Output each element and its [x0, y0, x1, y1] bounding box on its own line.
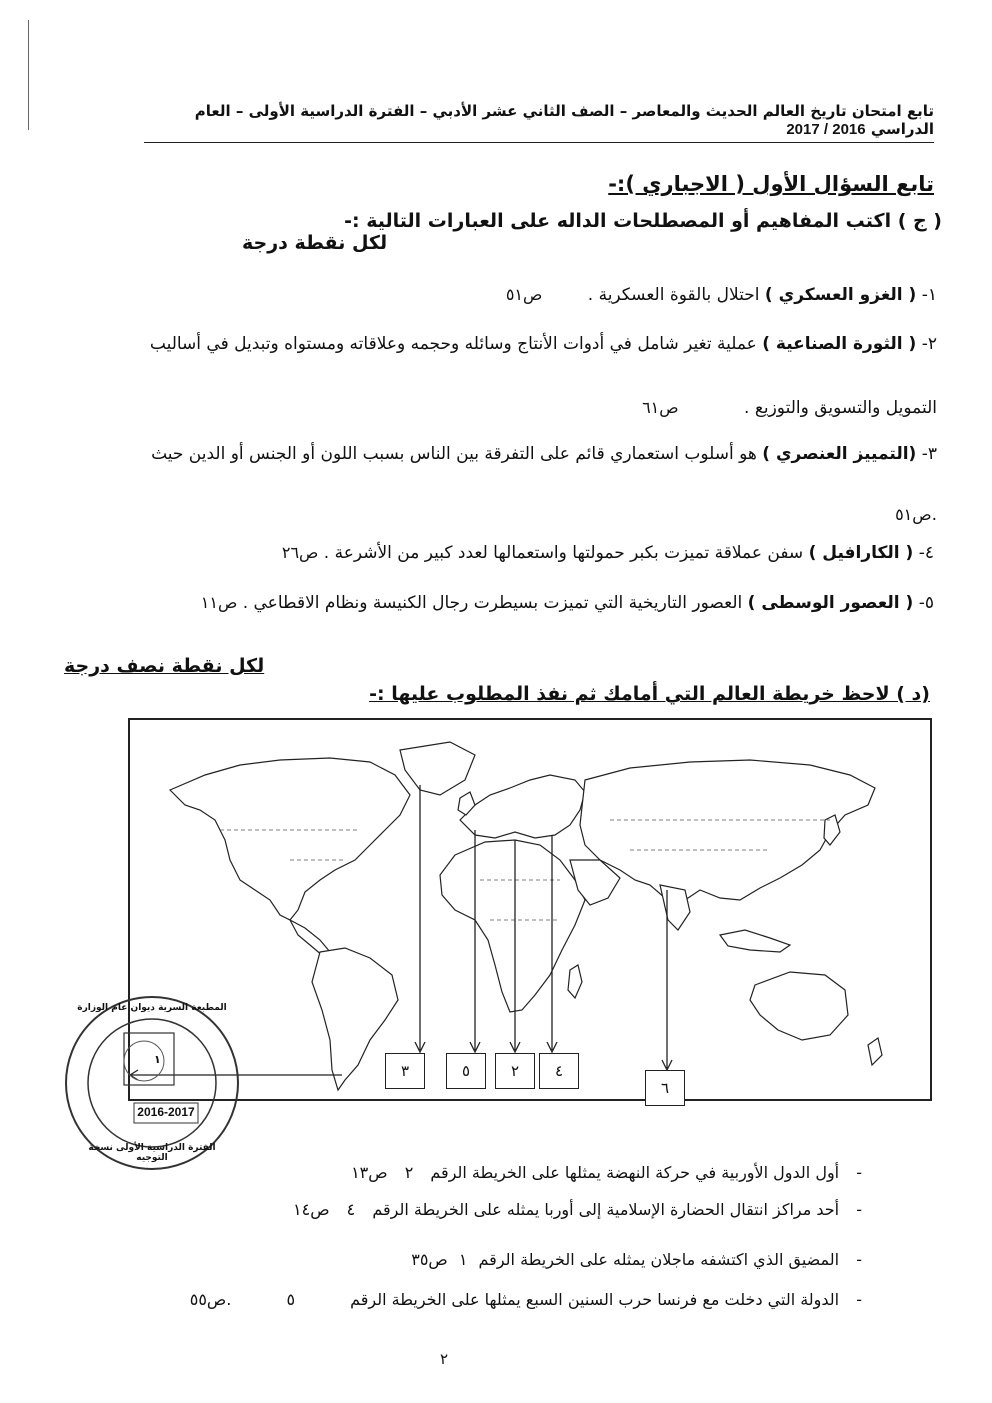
new-zealand-shape	[868, 1038, 882, 1065]
map-question-4	[190, 1290, 862, 1309]
australia-shape	[750, 972, 848, 1040]
item-term: ( الغزو العسكري )	[764, 285, 917, 305]
item-definition: احتلال بالقوة العسكرية .	[587, 285, 760, 305]
greenland-shape	[400, 742, 475, 795]
item-page: ص١١	[200, 593, 238, 612]
question-answer: ٥	[286, 1290, 296, 1309]
term-item-4	[114, 540, 934, 566]
map-box-6: ٦	[645, 1070, 685, 1106]
world-map-drawing	[130, 720, 930, 1099]
item-term: (التمييز العنصري )	[762, 444, 917, 464]
item-definition: سفن عملاقة تميزت بكبر حمولتها واستعمالها لعدد كبير من الأشرعة .	[323, 543, 804, 563]
item-definition: العصور التاريخية التي تميزت بسيطرت رجال الكنيسة ونظام الاقطاعي .	[242, 593, 743, 613]
item-number: ٣-	[921, 444, 937, 464]
item-term: ( الثورة الصناعية )	[762, 334, 917, 354]
item-definition-cont: .	[931, 505, 937, 525]
term-item-5	[114, 590, 934, 616]
north-america-shape	[170, 758, 410, 920]
madagascar-shape	[568, 965, 582, 998]
question-text: المضيق الذي اكتشفه ماجلان يمثله على الخريطة الرقم	[478, 1250, 840, 1269]
stamp-outer-text: المطبعة السرية ديوان عام الوزارة	[77, 1003, 227, 1013]
question-text: الدولة التي دخلت مع فرنسا حرب السنين السبع يمثلها على الخريطة الرقم	[350, 1290, 840, 1309]
bullet: -	[856, 1290, 862, 1309]
stamp-inner-number: ١	[154, 1053, 161, 1066]
question-answer: ٤	[346, 1200, 356, 1219]
section-title: تابع السؤال الأول ( الاجباري ):-	[608, 172, 934, 196]
header-year: 2016 / 2017	[786, 121, 866, 138]
part-d-instruction: (د ) لاحظ خريطة العالم التي أمامك ثم نفذ المطلوب عليها :-	[369, 683, 930, 705]
map-question-2	[293, 1200, 862, 1219]
map-box-5: ٥	[446, 1053, 486, 1089]
question-answer: ٢	[404, 1163, 414, 1182]
indonesia-shape	[720, 930, 790, 952]
margin-line	[28, 20, 29, 130]
question-page: .ص٥٥	[189, 1290, 232, 1309]
part-c-points: لكل نقطة درجة	[242, 232, 388, 254]
map-box-4: ٤	[539, 1053, 579, 1089]
item-number: ٢-	[921, 334, 937, 354]
item-page: ص٥١	[505, 285, 543, 304]
term-item-3-cont	[57, 502, 937, 528]
item-term: ( الكارافيل )	[808, 543, 914, 563]
africa-shape	[440, 840, 585, 1012]
question-page: ص٣٥	[411, 1250, 448, 1269]
question-page: ص١٣	[351, 1163, 388, 1182]
question-answer: ١	[458, 1250, 468, 1269]
term-item-2	[57, 331, 937, 357]
europe-shape	[460, 775, 585, 838]
part-c-instruction: ( ج ) اكتب المفاهيم أو المصطلحات الداله على العبارات التالية :-	[344, 210, 942, 232]
world-map	[128, 718, 932, 1101]
bullet: -	[856, 1200, 862, 1219]
map-box-2: ٢	[495, 1053, 535, 1089]
item-number: ٤-	[918, 543, 934, 563]
item-definition: هو أسلوب استعماري قائم على التفرقة بين الناس بسبب اللون أو الجنس أو الدين حيث	[151, 444, 757, 464]
bullet: -	[856, 1163, 862, 1182]
item-number: ١-	[921, 285, 937, 305]
map-question-1	[351, 1163, 862, 1182]
question-text: أحد مراكز انتقال الحضارة الإسلامية إلى أوربا يمثله على الخريطة الرقم	[372, 1200, 840, 1219]
item-page: ص٢٦	[281, 543, 319, 562]
term-item-1	[57, 282, 937, 308]
item-page: ص٦١	[642, 398, 679, 417]
item-number: ٥-	[918, 593, 934, 613]
central-america-shape	[290, 920, 330, 956]
india-shape	[660, 885, 690, 930]
item-page: ص٥١	[895, 505, 932, 524]
arrow-3	[415, 785, 425, 1052]
official-stamp	[62, 993, 242, 1173]
item-definition: عملية تغير شامل في أدوات الأنتاج وسائله وحجمه وعلاقاته ومستواه وتبديل في أساليب	[149, 334, 757, 354]
stamp-lower-text: الفترة الدراسية الأولى نسخة التوجيه	[88, 1143, 216, 1163]
question-page: ص١٤	[293, 1200, 330, 1219]
map-question-3	[411, 1250, 862, 1269]
map-box-3: ٣	[385, 1053, 425, 1089]
term-item-2-cont	[57, 395, 937, 421]
item-term: ( العصور الوسطى )	[747, 593, 914, 613]
question-text: أول الدول الأوربية في حركة النهضة يمثلها على الخريطة الرقم	[430, 1163, 840, 1182]
stamp-year: 2016-2017	[137, 1105, 195, 1119]
exam-header	[144, 102, 934, 143]
header-text: تابع امتحان تاريخ العالم الحديث والمعاصر – الصف الثاني عشر الأدبي – الفترة الدراسية الأولى – العام الدراسي	[194, 102, 934, 138]
part-d-points: لكل نقطة نصف درجة	[64, 655, 265, 677]
item-definition-cont: التمويل والتسويق والتوزيع .	[744, 398, 937, 418]
term-item-3	[57, 441, 937, 467]
part-c-heading	[242, 210, 942, 254]
bullet: -	[856, 1250, 862, 1269]
page-number: ٢	[440, 1350, 449, 1368]
